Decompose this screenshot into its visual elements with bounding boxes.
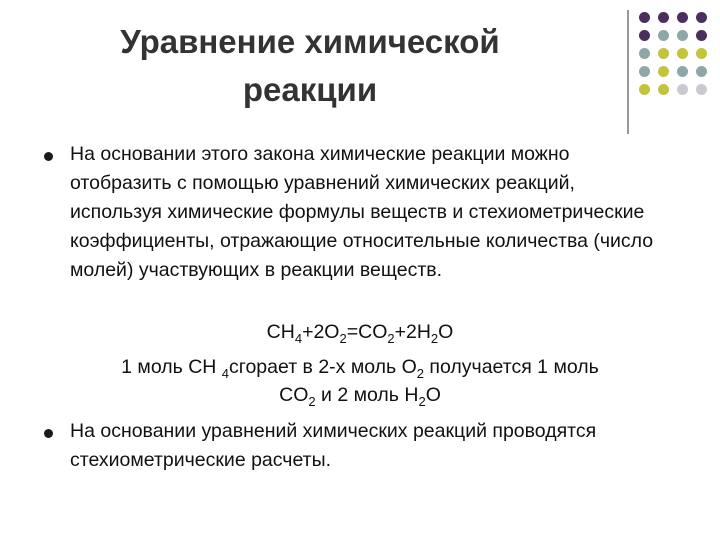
decor-dot — [658, 84, 669, 95]
decor-dot — [677, 66, 688, 77]
reaction-explanation-line-1 — [40, 353, 680, 381]
decor-dot — [639, 84, 650, 95]
reaction-explanation-line-2 — [40, 381, 680, 409]
decor-dot — [677, 48, 688, 59]
decorative-dot-grid — [639, 12, 719, 112]
bullet-paragraph-2: На основании уравнений химических реакций проводятся стехиометрические расчеты. — [70, 420, 597, 471]
expl-part: CO — [279, 384, 309, 406]
eq-subscript: 2 — [387, 330, 395, 346]
bullet-marker — [44, 429, 53, 438]
eq-part: =CO — [346, 321, 388, 343]
decor-dot — [677, 12, 688, 23]
title-line-2: реакции — [242, 71, 378, 108]
decor-dot — [696, 30, 707, 41]
bullet-paragraph-1: На основании этого закона химические реакции можно отобразить с помощью уравнений химических реакций, используя химические формулы веществ и стехиометрические коэффициенты, отражающие относительные количества (число молей) участвующих в реакции веществ. — [70, 143, 654, 281]
expl-subscript: 2 — [418, 393, 426, 409]
decor-dot — [696, 12, 707, 23]
eq-subscript: 2 — [339, 330, 347, 346]
eq-part: +2H — [394, 321, 431, 343]
decor-dot — [639, 48, 650, 59]
title-line-1: Уравнение химической — [120, 23, 500, 60]
decor-dot — [639, 66, 650, 77]
decor-dot — [696, 84, 707, 95]
eq-part: O — [438, 321, 454, 343]
expl-subscript: 4 — [221, 365, 230, 381]
bullet-marker — [44, 152, 53, 161]
eq-part: +2O — [302, 321, 340, 343]
decor-dot — [677, 30, 688, 41]
decor-dot — [677, 84, 688, 95]
expl-part: 1 моль CH — [121, 356, 222, 378]
eq-subscript: 4 — [294, 330, 303, 346]
eq-part: CH — [266, 321, 295, 343]
slide-title — [40, 18, 580, 114]
decor-dot — [658, 66, 669, 77]
decor-dot — [639, 30, 650, 41]
expl-subscript: 2 — [308, 393, 316, 409]
expl-part: и 2 моль H — [315, 384, 419, 406]
decor-dot — [696, 66, 707, 77]
decor-dot — [658, 48, 669, 59]
eq-subscript: 2 — [430, 330, 439, 346]
expl-part: сгорает в 2-х моль O — [229, 356, 417, 378]
decor-dot — [658, 30, 669, 41]
decor-dot — [658, 12, 669, 23]
expl-part: получается 1 моль — [424, 356, 599, 378]
chemical-equation — [40, 318, 680, 346]
expl-subscript: 2 — [416, 365, 425, 381]
decorative-divider — [627, 10, 629, 134]
decor-dot — [639, 12, 650, 23]
decor-dot — [696, 48, 707, 59]
expl-part: O — [425, 384, 441, 406]
